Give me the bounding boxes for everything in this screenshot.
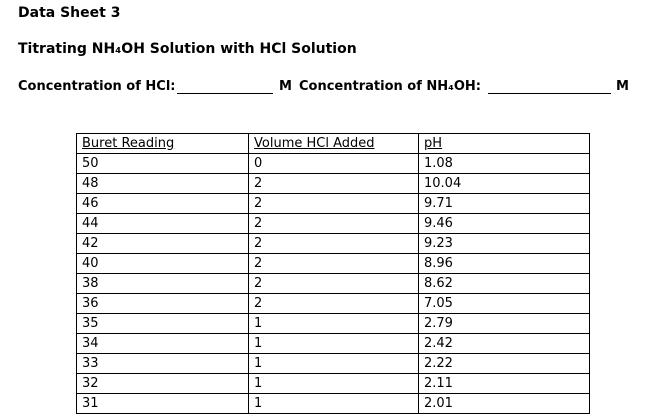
hcl-concentration-unit: M [279, 79, 292, 94]
volume-added-cell: 1 [249, 334, 419, 354]
ph-cell: 2.42 [419, 334, 590, 354]
ph-cell: 2.79 [419, 314, 590, 334]
table-row [77, 354, 590, 374]
nh4oh-concentration-blank [488, 93, 611, 94]
titration-data-table [76, 133, 590, 414]
volume-added-cell: 2 [249, 214, 419, 234]
volume-added-cell: 1 [249, 354, 419, 374]
buret-reading-cell: 44 [77, 214, 249, 234]
buret-reading-cell: 36 [77, 294, 249, 314]
buret-reading-cell: 35 [77, 314, 249, 334]
ph-cell: 8.96 [419, 254, 590, 274]
table-row [77, 334, 590, 354]
hcl-concentration-label: Concentration of HCl: [18, 79, 176, 94]
table-row [77, 394, 590, 414]
header-ph: pH [419, 134, 590, 154]
buret-reading-cell: 48 [77, 174, 249, 194]
header-volume-hcl-added: Volume HCl Added [249, 134, 419, 154]
buret-reading-cell: 38 [77, 274, 249, 294]
table-row [77, 154, 590, 174]
table-row [77, 374, 590, 394]
ph-cell: 2.11 [419, 374, 590, 394]
ph-cell: 9.71 [419, 194, 590, 214]
ph-cell: 9.46 [419, 214, 590, 234]
volume-added-cell: 2 [249, 194, 419, 214]
hcl-concentration-blank [177, 93, 273, 94]
volume-added-cell: 2 [249, 254, 419, 274]
volume-added-cell: 1 [249, 374, 419, 394]
nh4oh-concentration-label: Concentration of NH₄OH: [299, 79, 481, 94]
table-row [77, 174, 590, 194]
table-row [77, 274, 590, 294]
table-row [77, 314, 590, 334]
volume-added-cell: 2 [249, 294, 419, 314]
buret-reading-cell: 40 [77, 254, 249, 274]
volume-added-cell: 2 [249, 174, 419, 194]
volume-added-cell: 2 [249, 274, 419, 294]
ph-cell: 7.05 [419, 294, 590, 314]
header-buret-reading: Buret Reading [77, 134, 249, 154]
volume-added-cell: 2 [249, 234, 419, 254]
buret-reading-cell: 42 [77, 234, 249, 254]
buret-reading-cell: 32 [77, 374, 249, 394]
table-row [77, 214, 590, 234]
ph-cell: 10.04 [419, 174, 590, 194]
table-header-row [77, 134, 590, 154]
table-row [77, 194, 590, 214]
volume-added-cell: 1 [249, 394, 419, 414]
buret-reading-cell: 34 [77, 334, 249, 354]
buret-reading-cell: 33 [77, 354, 249, 374]
ph-cell: 9.23 [419, 234, 590, 254]
document-title: Titrating NH₄OH Solution with HCl Solution [18, 41, 357, 57]
buret-reading-cell: 46 [77, 194, 249, 214]
table-row [77, 254, 590, 274]
ph-cell: 1.08 [419, 154, 590, 174]
volume-added-cell: 1 [249, 314, 419, 334]
table-row [77, 234, 590, 254]
buret-reading-cell: 31 [77, 394, 249, 414]
sheet-title: Data Sheet 3 [18, 5, 121, 21]
ph-cell: 8.62 [419, 274, 590, 294]
ph-cell: 2.01 [419, 394, 590, 414]
ph-cell: 2.22 [419, 354, 590, 374]
nh4oh-concentration-unit: M [616, 79, 629, 94]
volume-added-cell: 0 [249, 154, 419, 174]
buret-reading-cell: 50 [77, 154, 249, 174]
table-row [77, 294, 590, 314]
